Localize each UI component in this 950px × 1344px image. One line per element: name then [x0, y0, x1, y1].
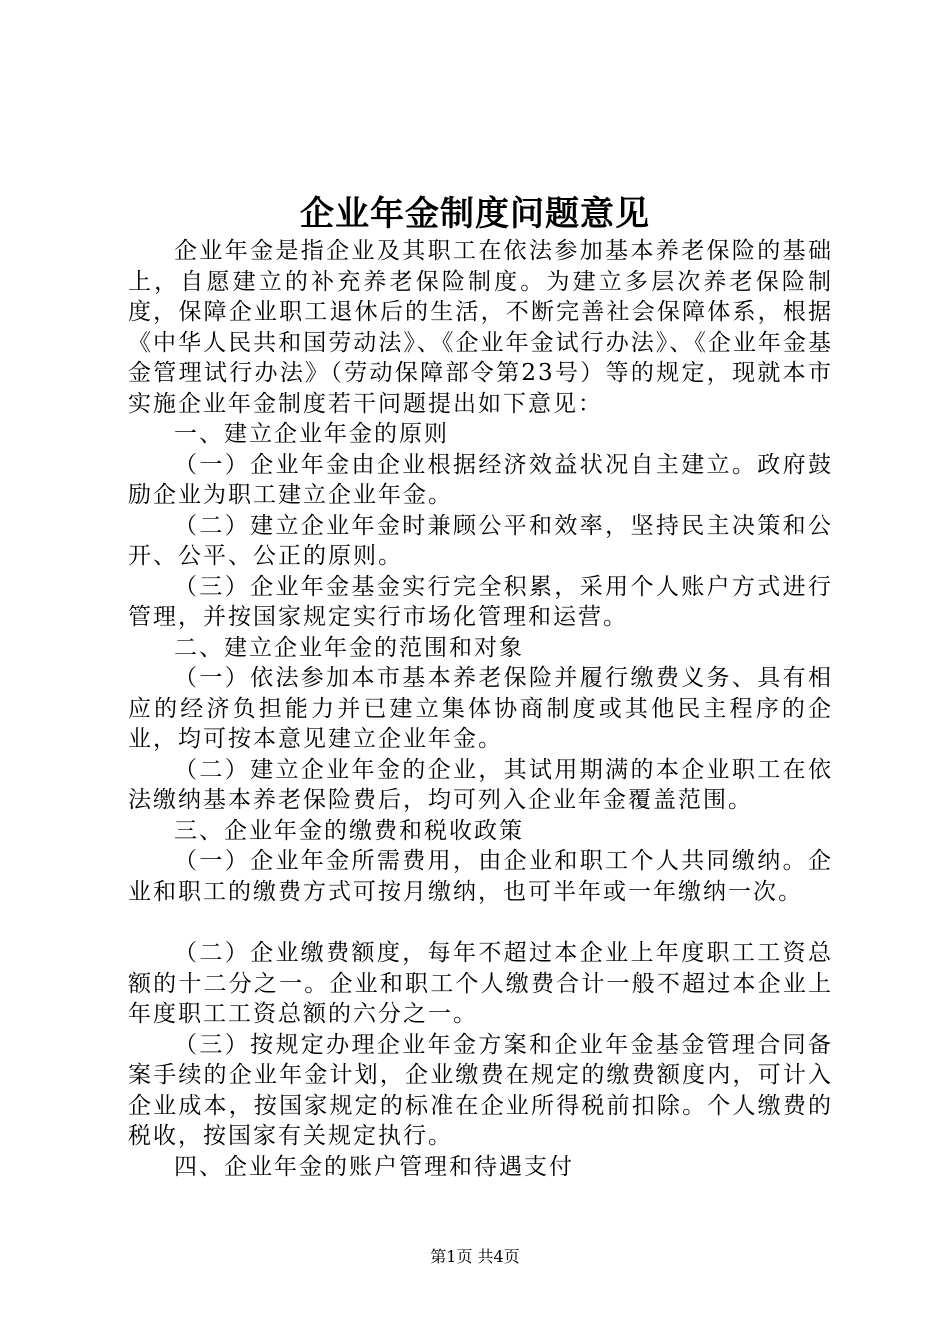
- paragraph-3-3: （三）按规定办理企业年金方案和企业年金基金管理合同备案手续的企业年金计划，企业缴费在规定的缴费额度内，可计入企业成本，按国家规定的标准在企业所得税前扣除。个人缴费的税收，按国家有关规定执行。: [128, 1031, 833, 1149]
- page-footer: 第1页 共4页: [430, 1247, 520, 1266]
- document-body: [128, 236, 833, 1182]
- paragraph-3-2: （二）企业缴费额度，每年不超过本企业上年度职工工资总额的十二分之一。企业和职工个人缴费合计一般不超过本企业上年度职工工资总额的六分之一。: [128, 940, 833, 1027]
- section-heading-3: 三、企业年金的缴费和税收政策: [174, 817, 524, 844]
- paragraph-1-1: （一）企业年金由企业根据经济效益状况自主建立。政府鼓励企业为职工建立企业年金。: [128, 451, 833, 508]
- paragraph-1-2: （二）建立企业年金时兼顾公平和效率，坚持民主决策和公开、公平、公正的原则。: [128, 512, 833, 569]
- paragraph-intro: 企业年金是指企业及其职工在依法参加基本养老保险的基础上，自愿建立的补充养老保险制度。为建立多层次养老保险制度，保障企业职工退休后的生活，不断完善社会保障体系，根据《中华人民共和国劳动法》、《企业年金试行办法》、《企业年金基金管理试行办法》（劳动保障部令第23号）等的规定，现就本市实施企业年金制度若干问题提出如下意见：: [128, 238, 833, 417]
- document-title: 企业年金制度问题意见: [300, 194, 650, 234]
- paragraph-2-1: （一）依法参加本市基本养老保险并履行缴费义务、具有相应的经济负担能力并已建立集体协商制度或其他民主程序的企业，均可按本意见建立企业年金。: [128, 665, 833, 752]
- section-heading-4: 四、企业年金的账户管理和待遇支付: [174, 1153, 574, 1180]
- paragraph-3-1: （一）企业年金所需费用，由企业和职工个人共同缴纳。企业和职工的缴费方式可按月缴纳，也可半年或一年缴纳一次。: [128, 848, 833, 905]
- paragraph-2-2: （二）建立企业年金的企业，其试用期满的本企业职工在依法缴纳基本养老保险费后，均可列入企业年金覆盖范围。: [128, 756, 833, 813]
- section-heading-2: 二、建立企业年金的范围和对象: [174, 634, 524, 661]
- section-heading-1: 一、建立企业年金的原则: [174, 421, 449, 447]
- paragraph-1-3: （三）企业年金基金实行完全积累，采用个人账户方式进行管理，并按国家规定实行市场化管理和运营。: [128, 573, 833, 630]
